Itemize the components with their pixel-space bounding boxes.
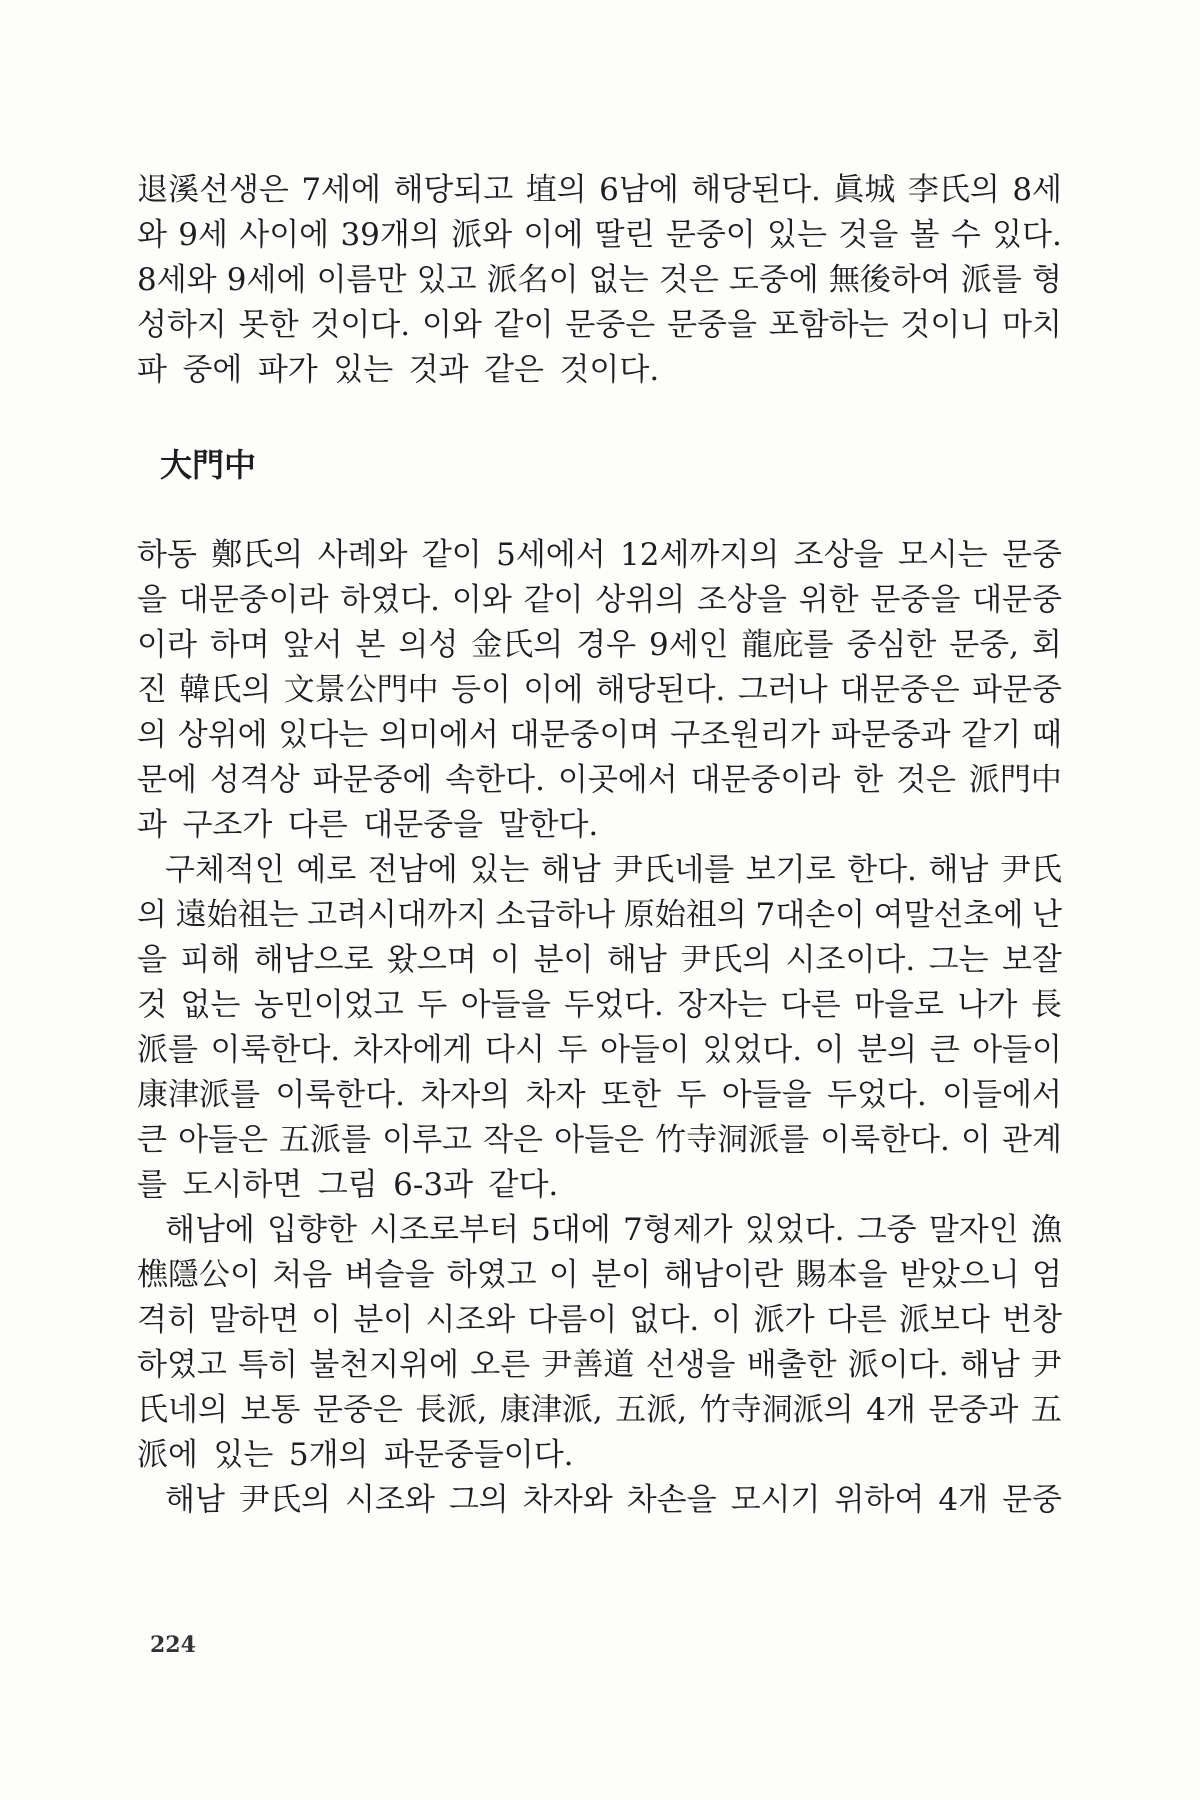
word: 眞城 <box>833 172 896 208</box>
text-line <box>137 1298 1062 1343</box>
word: 이라 <box>137 627 197 663</box>
word: 왔으며 <box>386 942 477 978</box>
word: 9세 <box>178 217 228 253</box>
word: 대문중 <box>972 582 1062 618</box>
word: 龍庇를 <box>741 627 834 663</box>
word: 해당된다. <box>595 672 726 708</box>
word: 상위에 <box>177 717 268 753</box>
word: 이 <box>960 1122 991 1158</box>
word: 같이 <box>421 537 482 573</box>
word: 이에 <box>523 672 584 708</box>
section-heading: 大門中 <box>160 446 257 484</box>
word: 파가 <box>257 352 318 388</box>
word: 나가 <box>957 987 1018 1023</box>
word: 해남에 <box>165 1212 255 1248</box>
text-line <box>137 758 1062 803</box>
word: 못한 <box>238 307 299 343</box>
word: 을 <box>137 582 167 618</box>
word: 이 <box>814 1032 845 1068</box>
word: 구체적인 <box>165 852 285 888</box>
word: 도시하면 <box>182 1167 303 1203</box>
text-line <box>137 303 1062 348</box>
word: 해남 <box>928 852 989 888</box>
word: 속한다. <box>445 762 545 798</box>
word: 하동 <box>137 537 197 573</box>
text-line <box>137 348 1062 393</box>
word: 분이 <box>591 1257 652 1293</box>
word: 그러나 <box>737 672 828 708</box>
word: 이루고 <box>382 1122 472 1158</box>
word: 없는 <box>180 987 241 1023</box>
word: 대문중이며 <box>509 717 660 753</box>
word: 派名이 <box>486 262 579 298</box>
word: 派와 <box>451 217 513 253</box>
word: 의 <box>137 717 167 753</box>
word: 의성 <box>398 627 459 663</box>
word: 사례와 <box>317 537 408 573</box>
word: 派보다 <box>898 1302 990 1338</box>
word: 그림 <box>317 1167 378 1203</box>
word: 7형제가 <box>622 1212 733 1248</box>
text-line <box>137 1208 1062 1253</box>
word: 李氏의 <box>907 172 1000 208</box>
word: 尹善道 <box>541 1347 635 1383</box>
word: 형 <box>1032 262 1062 298</box>
word: 불천지위에 <box>309 1347 459 1383</box>
word: 구조가 <box>182 807 273 843</box>
word: 氏네의 <box>137 1392 228 1428</box>
word: 이 <box>311 1302 342 1338</box>
word: 다른 <box>780 987 841 1023</box>
word: 竹寺洞派를 <box>655 1122 810 1158</box>
word: 埴의 <box>525 172 587 208</box>
word: 경우 <box>576 627 637 663</box>
word: 해남 <box>540 852 601 888</box>
word: 입향한 <box>267 1212 357 1248</box>
word: 것이니 <box>900 307 991 343</box>
text-line <box>137 803 1062 848</box>
word: 五派, <box>615 1392 688 1428</box>
word: 하였다. <box>340 582 441 618</box>
word: 두었다. <box>564 987 664 1023</box>
text-line <box>137 668 1062 713</box>
word: 것을 <box>838 217 899 253</box>
word: 있었다. <box>744 1212 845 1248</box>
text-line <box>137 623 1062 668</box>
word: 尹 <box>1030 1347 1062 1383</box>
word: 관계 <box>1002 1122 1062 1158</box>
word: 분이 <box>533 942 594 978</box>
word: 큰 <box>929 1032 960 1068</box>
word: 해남 <box>959 1347 1020 1383</box>
word: 6-3과 <box>393 1167 474 1203</box>
word: 그의 <box>448 1482 509 1518</box>
word: 와 <box>137 217 167 253</box>
word: 보통 <box>240 1392 301 1428</box>
word: 말자인 <box>928 1212 1019 1248</box>
text-line <box>137 533 1062 578</box>
word: 차자 <box>525 1077 586 1113</box>
word: 선생을 <box>645 1347 736 1383</box>
word: 또한 <box>601 1077 661 1113</box>
word: 사이에 <box>239 217 330 253</box>
word: 보기로 <box>745 852 836 888</box>
word: 이와 <box>451 582 512 618</box>
word: 없는 <box>588 262 649 298</box>
word: 이룩한다. <box>210 1032 341 1068</box>
word: 모시는 <box>897 537 988 573</box>
word: 성하지 <box>137 307 227 343</box>
word: 것이다. <box>559 352 660 388</box>
word: 것이다. <box>310 307 411 343</box>
word: 진 <box>137 672 167 708</box>
word: 이 <box>490 942 521 978</box>
paragraph-2 <box>137 533 1062 1523</box>
word: 회 <box>1031 627 1062 663</box>
text-line <box>137 1028 1062 1073</box>
word: 을 <box>137 942 167 978</box>
word: 다른 <box>826 1302 887 1338</box>
text-line <box>137 713 1062 758</box>
word: 五派를 <box>279 1122 371 1158</box>
word: 대문중은 <box>839 672 960 708</box>
word: 등이 <box>451 672 511 708</box>
word: 39개의 <box>340 217 440 253</box>
text-line <box>137 938 1062 983</box>
word: 한다. <box>847 852 917 888</box>
word: 문중 <box>1002 537 1062 573</box>
word: 보잘 <box>1001 942 1062 978</box>
word: 말하면 <box>209 1302 299 1338</box>
word: 것은 <box>896 762 956 798</box>
text-line <box>137 258 1062 303</box>
word: 이에 <box>523 217 584 253</box>
text-line <box>137 1118 1062 1163</box>
word: 있었다. <box>702 1032 803 1068</box>
word: 해남으로 <box>253 942 374 978</box>
word: 두었다. <box>827 1077 927 1113</box>
word: 같이 <box>523 582 584 618</box>
word: 賜本을 <box>795 1257 888 1293</box>
text-line <box>137 578 1062 623</box>
word: 두 <box>676 1077 707 1113</box>
word: 하였고 <box>137 1347 227 1383</box>
word: 대문중을 <box>363 807 483 843</box>
word: 파문중과 <box>830 717 951 753</box>
word: 7세에 <box>301 172 381 208</box>
word: 尹氏네를 <box>612 852 735 888</box>
word: 중에 <box>182 352 243 388</box>
word: 5세에서 <box>496 537 606 573</box>
word: 있는 <box>333 352 394 388</box>
word: 派門中 <box>968 762 1062 798</box>
word: 派를 <box>960 262 1022 298</box>
page-number: 224 <box>150 1632 196 1658</box>
word: 있는 <box>213 1437 274 1473</box>
word: 5개의 <box>288 1437 369 1473</box>
word: 해남 <box>165 1482 225 1518</box>
word: 같이 <box>493 307 554 343</box>
word: 이룩한다. <box>820 1122 950 1158</box>
word: 조상을 <box>697 582 787 618</box>
word: 5대에 <box>531 1212 611 1248</box>
word: 문중을 <box>667 307 757 343</box>
word: 두 <box>557 1032 588 1068</box>
word: 아들을 <box>460 987 551 1023</box>
word: 韓氏의 <box>179 672 272 708</box>
word: 그중 <box>856 1212 917 1248</box>
word: 파문중들이다. <box>383 1437 574 1473</box>
word: 차자에게 <box>352 1032 473 1068</box>
word: 6남에 <box>599 172 679 208</box>
word: 것 <box>137 987 167 1023</box>
word: 9세인 <box>649 627 729 663</box>
text-line <box>137 1388 1062 1433</box>
word: 도중에 <box>728 262 819 298</box>
word: 長派, <box>415 1392 488 1428</box>
word: 문중은 <box>312 1392 403 1428</box>
word: 이들에서 <box>942 1077 1062 1113</box>
word: 작은 <box>483 1122 543 1158</box>
text-line <box>137 1163 1062 1208</box>
word: 9세에 <box>226 262 307 298</box>
word: 포함하는 <box>768 307 889 343</box>
word: 이룩한다. <box>275 1077 406 1113</box>
word: 하며 <box>209 627 270 663</box>
word: 派를 <box>137 1032 198 1068</box>
word: 있고 <box>416 262 477 298</box>
word: 받았으니 <box>899 1257 1020 1293</box>
word: 있는 <box>767 217 827 253</box>
word: 특히 <box>238 1347 298 1383</box>
word: 분이 <box>353 1302 414 1338</box>
word: 피해 <box>180 942 241 978</box>
word: 다시 <box>485 1032 545 1068</box>
word: 7대손이 <box>755 897 866 933</box>
word: 文景公門中 <box>283 672 439 708</box>
word: 아들을 <box>721 1077 812 1113</box>
word: 原始祖의 <box>623 897 747 933</box>
word: 竹寺洞派의 <box>699 1392 854 1428</box>
word: 말한다. <box>498 807 599 843</box>
word: 딸린 <box>594 217 655 253</box>
word: 12세까지의 <box>620 537 780 573</box>
word: 문에 <box>137 762 197 798</box>
word: 대문중이라 <box>690 762 841 798</box>
word: 8세와 <box>137 262 217 298</box>
word: 상위의 <box>595 582 686 618</box>
word: 의미에서 <box>379 717 499 753</box>
word: 長 <box>1030 987 1062 1023</box>
word: 마치 <box>1002 307 1062 343</box>
word: 해남 <box>606 942 667 978</box>
word: 있다. <box>992 217 1062 253</box>
word: 문중과 <box>928 1392 1019 1428</box>
word: 위하여 <box>834 1482 925 1518</box>
word: 파 <box>137 352 167 388</box>
text-line <box>137 893 1062 938</box>
word: 다름이 <box>527 1302 618 1338</box>
word: 대문중이라 <box>178 582 329 618</box>
text-line <box>137 213 1062 258</box>
word: 문중이 <box>665 217 756 253</box>
word: 위한 <box>798 582 859 618</box>
word: 수 <box>950 217 981 253</box>
word: 遠始祖는 <box>175 897 299 933</box>
word: 격히 <box>137 1302 197 1338</box>
word: 하였고 <box>446 1257 537 1293</box>
word: 엄 <box>1032 1257 1062 1293</box>
word: 구조원리가 <box>670 717 820 753</box>
word: 아들이 <box>599 1032 690 1068</box>
word: 이름만 <box>316 262 407 298</box>
word: 마을로 <box>854 987 944 1023</box>
word: 漁 <box>1030 1212 1062 1248</box>
word: 문중은 <box>565 307 656 343</box>
word: 해당되고 <box>393 172 514 208</box>
word: 본 <box>355 627 386 663</box>
word: 볼 <box>909 217 940 253</box>
word: 예로 <box>296 852 357 888</box>
word: 이 <box>711 1302 742 1338</box>
word: 같은 <box>484 352 544 388</box>
text-line <box>137 1073 1062 1118</box>
word: 없다. <box>629 1302 700 1338</box>
word: 한 <box>853 762 884 798</box>
word: 派이다. <box>847 1347 949 1383</box>
word: 尹氏 <box>999 852 1062 888</box>
word: 두 <box>417 987 448 1023</box>
word: 시조이다. <box>785 942 916 978</box>
word: 시조와 <box>425 1302 516 1338</box>
word: 康津派를 <box>137 1077 260 1113</box>
word: 無後하여 <box>828 262 951 298</box>
word: 시조로부터 <box>369 1212 519 1248</box>
word: 樵隱公이 <box>137 1257 260 1293</box>
word: 농민이었고 <box>253 987 404 1023</box>
word: 그는 <box>928 942 989 978</box>
word: 문중 <box>1002 1482 1062 1518</box>
word: 때 <box>1031 717 1062 753</box>
word: 벼슬을 <box>344 1257 435 1293</box>
word: 앞서 <box>282 627 343 663</box>
word: 派에 <box>137 1437 198 1473</box>
word: 의 <box>137 897 167 933</box>
word: 과 <box>137 807 167 843</box>
word: 차자의 <box>420 1077 511 1113</box>
word: 난 <box>1032 897 1062 933</box>
word: 차손을 <box>626 1482 717 1518</box>
word: 소급하나 <box>495 897 616 933</box>
word: 장자는 <box>677 987 768 1023</box>
word: 분의 <box>857 1032 918 1068</box>
word: 尹氏의 <box>680 942 773 978</box>
word: 처음 <box>272 1257 333 1293</box>
word: 金氏의 <box>471 627 564 663</box>
word: 이곳에서 <box>557 762 678 798</box>
word: 이 <box>548 1257 579 1293</box>
word: 것과 <box>408 352 469 388</box>
word: 파문중 <box>972 672 1062 708</box>
word: 尹氏의 <box>238 1482 331 1518</box>
word: 4개 <box>938 1482 989 1518</box>
word: 해당된다. <box>691 172 821 208</box>
word: 것은 <box>658 262 719 298</box>
text-line <box>137 1478 1062 1523</box>
word: 아들이 <box>972 1032 1062 1068</box>
word: 전남에 <box>367 852 458 888</box>
word: 같기 <box>961 717 1022 753</box>
word: 조상을 <box>793 537 884 573</box>
paragraph-1 <box>137 168 1062 393</box>
word: 배출한 <box>746 1347 837 1383</box>
word: 고려시대까지 <box>307 897 487 933</box>
word: 8세 <box>1012 172 1062 208</box>
word: 鄭氏의 <box>211 537 304 573</box>
word: 五 <box>1030 1392 1062 1428</box>
word: 문중을 <box>870 582 961 618</box>
word: 있는 <box>469 852 530 888</box>
text-line <box>137 168 1062 213</box>
word: 중심한 <box>846 627 937 663</box>
word: 성격상 <box>209 762 300 798</box>
word: 를 <box>137 1167 167 1203</box>
text-line <box>137 848 1062 893</box>
word: 시조와 <box>344 1482 435 1518</box>
word: 해남이란 <box>663 1257 784 1293</box>
word: 이와 <box>421 307 482 343</box>
word: 오른 <box>470 1347 531 1383</box>
word: 있다는 <box>278 717 369 753</box>
word: 退溪선생은 <box>137 172 289 208</box>
word: 아들은 <box>554 1122 644 1158</box>
text-line <box>137 983 1062 1028</box>
word: 아들은 <box>178 1122 268 1158</box>
word: 문중, <box>949 627 1019 663</box>
text-line <box>137 1343 1062 1388</box>
text-line <box>137 1433 1062 1478</box>
word: 다른 <box>287 807 348 843</box>
word: 파문중에 <box>312 762 433 798</box>
word: 큰 <box>137 1122 167 1158</box>
word: 4개 <box>866 1392 916 1428</box>
word: 모시기 <box>730 1482 821 1518</box>
word: 번창 <box>1002 1302 1062 1338</box>
word: 派가 <box>753 1302 815 1338</box>
word: 여말선초에 <box>873 897 1024 933</box>
word: 차자와 <box>522 1482 613 1518</box>
word: 같다. <box>488 1167 559 1203</box>
word: 康津派, <box>499 1392 603 1428</box>
text-line <box>137 1253 1062 1298</box>
